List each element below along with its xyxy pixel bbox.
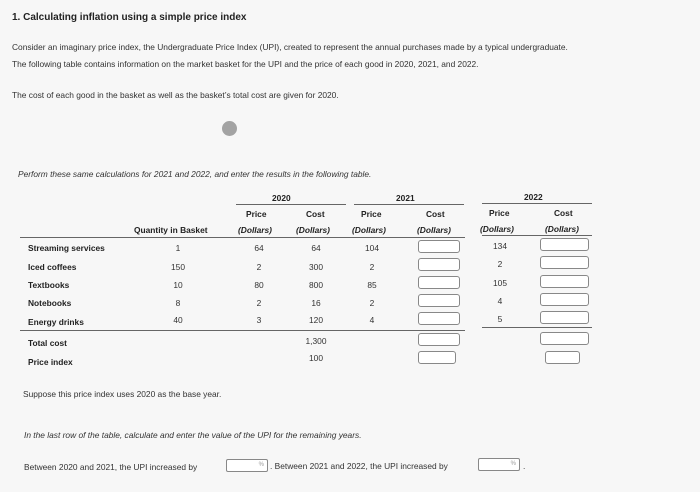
- price2020-streaming: 64: [254, 243, 264, 253]
- qty-streaming: 1: [175, 243, 181, 253]
- price-header-2021: Price: [361, 209, 382, 219]
- intro-line-1: Consider an imaginary price index, the Undergraduate Price Index (UPI), created to represent the annual purchases made by a typical undergraduate.: [12, 42, 568, 52]
- qty-notebooks: 8: [175, 298, 181, 308]
- qty-iced-coffees: 150: [171, 262, 185, 272]
- year-2022-header: 2022: [524, 192, 543, 202]
- year-2020-header: 2020: [272, 193, 291, 203]
- price2022-energy-drinks: 5: [497, 314, 503, 324]
- cost2021-notebooks-input[interactable]: [418, 294, 460, 307]
- price2022-textbooks: 105: [493, 278, 507, 288]
- body-divider-2022: [482, 327, 592, 328]
- cost2021-textbooks-input[interactable]: [418, 276, 460, 289]
- cost2020-textbooks: 800: [309, 280, 323, 290]
- body-divider: [20, 330, 465, 331]
- price-index-2020: 100: [309, 353, 323, 363]
- increase-2020-2021-input[interactable]: %: [226, 459, 268, 472]
- unit-price-2020: (Dollars): [238, 225, 272, 235]
- cost2022-iced-coffees-input[interactable]: [540, 256, 589, 269]
- row-label-iced-coffees: Iced coffees: [28, 262, 77, 272]
- header-divider: [20, 237, 465, 238]
- total-cost-2022-input[interactable]: [540, 332, 589, 345]
- row-label-textbooks: Textbooks: [28, 280, 70, 290]
- last-row-instruction: In the last row of the table, calculate and enter the value of the UPI for the remaining years.: [24, 430, 362, 440]
- unit-price-2022: (Dollars): [480, 224, 514, 234]
- unit-cost-2020: (Dollars): [296, 225, 330, 235]
- divider-2020: [236, 204, 346, 205]
- row-label-notebooks: Notebooks: [28, 298, 72, 308]
- price2020-energy-drinks: 3: [256, 315, 262, 325]
- cost-header-2022: Cost: [554, 208, 573, 218]
- increase-2021-2022-input[interactable]: %: [478, 458, 520, 471]
- divider-2021: [354, 204, 464, 205]
- price2022-iced-coffees: 2: [497, 259, 503, 269]
- price2020-iced-coffees: 2: [256, 262, 262, 272]
- intro-line-3: The cost of each good in the basket as well as the basket’s total cost are given for 2020.: [12, 90, 339, 100]
- qty-energy-drinks: 40: [173, 315, 183, 325]
- price-index-2022-input[interactable]: [545, 351, 580, 364]
- cost2020-notebooks: 16: [311, 298, 321, 308]
- row-label-streaming: Streaming services: [28, 243, 105, 253]
- price2022-streaming: 134: [493, 241, 507, 251]
- unit-cost-2022: (Dollars): [545, 224, 579, 234]
- price2021-streaming: 104: [365, 243, 379, 253]
- cost2021-streaming-input[interactable]: [418, 240, 460, 253]
- qty-textbooks: 10: [173, 280, 183, 290]
- increase-2021-2022-text: . Between 2021 and 2022, the UPI increased by: [270, 461, 448, 471]
- price-header-2022: Price: [489, 208, 510, 218]
- price2021-energy-drinks: 4: [369, 315, 375, 325]
- cost2022-energy-drinks-input[interactable]: [540, 311, 589, 324]
- cost2022-notebooks-input[interactable]: [540, 293, 589, 306]
- cost2020-streaming: 64: [311, 243, 321, 253]
- cost2020-energy-drinks: 120: [309, 315, 323, 325]
- cost2021-energy-drinks-input[interactable]: [418, 312, 460, 325]
- base-year-text: Suppose this price index uses 2020 as the base year.: [23, 389, 222, 399]
- unit-cost-2021: (Dollars): [417, 225, 451, 235]
- price2020-textbooks: 80: [254, 280, 264, 290]
- total-cost-2020: 1,300: [305, 336, 327, 346]
- row-label-energy-drinks: Energy drinks: [28, 317, 84, 327]
- cost2022-streaming-input[interactable]: [540, 238, 589, 251]
- price-header-2020: Price: [246, 209, 267, 219]
- increase-2020-2021-text: Between 2020 and 2021, the UPI increased by: [24, 462, 198, 472]
- header-divider-2022: [482, 235, 592, 236]
- intro-line-2: The following table contains information on the market basket for the UPI and the price of each good in 2020, 2021, and 2022.: [12, 59, 479, 69]
- divider-2022: [482, 203, 592, 204]
- price2021-notebooks: 2: [369, 298, 375, 308]
- sentence-end: .: [523, 461, 526, 471]
- row-label-total-cost: Total cost: [28, 338, 67, 348]
- cost-header-2020: Cost: [306, 209, 325, 219]
- cost2020-iced-coffees: 300: [309, 262, 323, 272]
- cost2021-iced-coffees-input[interactable]: [418, 258, 460, 271]
- unit-price-2021: (Dollars): [352, 225, 386, 235]
- table-instruction: Perform these same calculations for 2021 and 2022, and enter the results in the following table.: [18, 169, 372, 179]
- cost2022-textbooks-input[interactable]: [540, 275, 589, 288]
- question-title: 1. Calculating inflation using a simple price index: [12, 12, 247, 23]
- price2021-textbooks: 85: [367, 280, 377, 290]
- loading-indicator: [222, 121, 237, 136]
- price2021-iced-coffees: 2: [369, 262, 375, 272]
- price2022-notebooks: 4: [497, 296, 503, 306]
- price2020-notebooks: 2: [256, 298, 262, 308]
- price-index-2021-input[interactable]: [418, 351, 456, 364]
- cost-header-2021: Cost: [426, 209, 445, 219]
- total-cost-2021-input[interactable]: [418, 333, 460, 346]
- quantity-header: Quantity in Basket: [134, 225, 208, 235]
- year-2021-header: 2021: [396, 193, 415, 203]
- row-label-price-index: Price index: [28, 357, 73, 367]
